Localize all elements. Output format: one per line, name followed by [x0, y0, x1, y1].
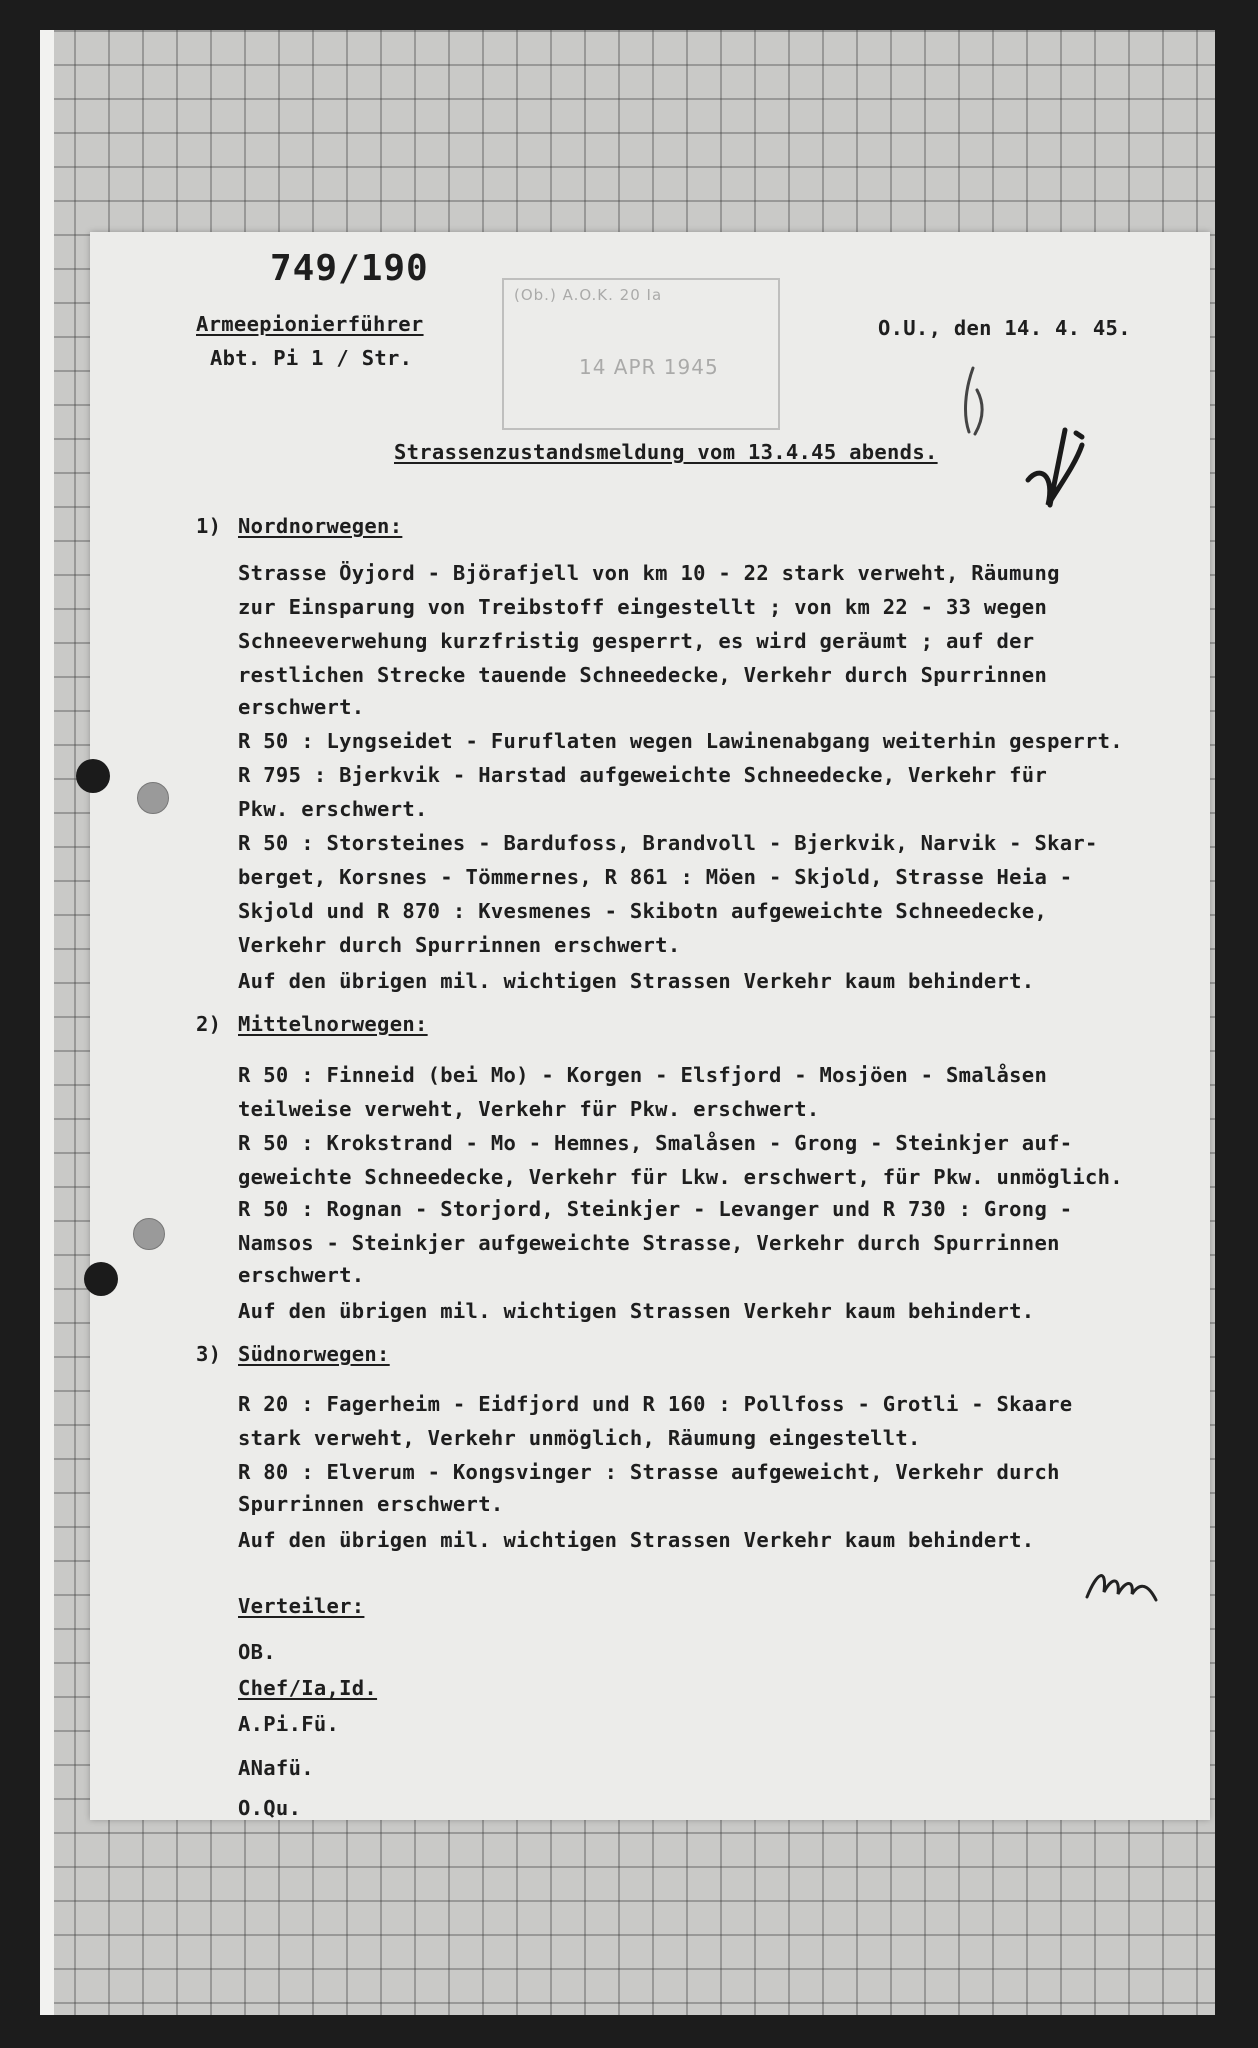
report-line: R 80 : Elverum - Kongsvinger : Strasse aufgeweicht, Verkehr durch [238, 1460, 1060, 1484]
report-line: Auf den übrigen mil. wichtigen Strassen Verkehr kaum behindert. [238, 969, 1035, 993]
section-number: 3) [196, 1342, 222, 1366]
punch-hole [76, 759, 110, 793]
report-line: erschwert. [238, 1263, 365, 1287]
report-line: berget, Korsnes - Tömmernes, R 861 : Möen - Skjold, Strasse Heia - [238, 865, 1073, 889]
report-line: Skjold und R 870 : Kvesmenes - Skibotn aufgeweichte Schneedecke, [238, 899, 1048, 923]
punch-hole-reflection [137, 782, 169, 814]
report-line: zur Einsparung von Treibstoff eingestellt ; von km 22 - 33 wegen [238, 595, 1048, 619]
distribution-heading: Verteiler: [238, 1594, 365, 1618]
file-number: 749/190 [270, 248, 429, 289]
report-line: R 20 : Fagerheim - Eidfjord und R 160 : Pollfoss - Grotli - Skaare [238, 1392, 1073, 1416]
section-heading: Südnorwegen: [238, 1342, 390, 1366]
sender-department: Abt. Pi 1 / Str. [210, 346, 413, 370]
report-line: R 50 : Lyngseidet - Furuflaten wegen Lawinenabgang weiterhin gesperrt. [238, 729, 1123, 753]
report-line: restlichen Strecke tauende Schneedecke, Verkehr durch Spurrinnen [238, 663, 1048, 687]
place-date: O.U., den 14. 4. 45. [878, 316, 1131, 340]
section-heading: Nordnorwegen: [238, 514, 403, 538]
distribution-recipient: ANafü. [238, 1756, 314, 1780]
report-line: Strasse Öyjord - Björafjell von km 10 - 22 stark verweht, Räumung [238, 561, 1060, 585]
report-line: geweichte Schneedecke, Verkehr für Lkw. erschwert, für Pkw. unmöglich. [238, 1165, 1123, 1189]
report-line: R 50 : Krokstrand - Mo - Hemnes, Smalåsen - Grong - Steinkjer auf- [238, 1131, 1073, 1155]
sender-office: Armeepionierführer [196, 312, 424, 336]
distribution-recipient: O.Qu. [238, 1796, 302, 1820]
section-heading: Mittelnorwegen: [238, 1012, 428, 1036]
report-line: Auf den übrigen mil. wichtigen Strassen Verkehr kaum behindert. [238, 1299, 1035, 1323]
handwritten-mark [955, 360, 1005, 440]
stamp-date: 14 APR 1945 [579, 355, 719, 379]
stamp-office: (Ob.) A.O.K. 20 Ia [514, 286, 663, 304]
report-line: R 50 : Rognan - Storjord, Steinkjer - Levanger und R 730 : Grong - [238, 1197, 1073, 1221]
report-line: Verkehr durch Spurrinnen erschwert. [238, 933, 681, 957]
punch-hole-reflection [133, 1218, 165, 1250]
scan-edge [40, 30, 54, 2015]
receipt-stamp [502, 278, 780, 430]
section-number: 1) [196, 514, 222, 538]
report-line: erschwert. [238, 695, 365, 719]
punch-hole [84, 1262, 118, 1296]
report-title: Strassenzustandsmeldung vom 13.4.45 abends. [394, 440, 938, 464]
report-line: Schneeverwehung kurzfristig gesperrt, es wird geräumt ; auf der [238, 629, 1035, 653]
handwritten-signature [1082, 1562, 1162, 1612]
report-line: R 795 : Bjerkvik - Harstad aufgeweichte Schneedecke, Verkehr für [238, 763, 1048, 787]
report-line: Namsos - Steinkjer aufgeweichte Strasse, Verkehr durch Spurrinnen [238, 1231, 1060, 1255]
report-line: Auf den übrigen mil. wichtigen Strassen Verkehr kaum behindert. [238, 1528, 1035, 1552]
report-line: stark verweht, Verkehr unmöglich, Räumung eingestellt. [238, 1426, 921, 1450]
distribution-recipient: OB. [238, 1640, 276, 1664]
handwritten-initials [1020, 425, 1095, 515]
report-line: teilweise verweht, Verkehr für Pkw. erschwert. [238, 1097, 820, 1121]
report-line: R 50 : Finneid (bei Mo) - Korgen - Elsfjord - Mosjöen - Smalåsen [238, 1063, 1048, 1087]
section-number: 2) [196, 1012, 222, 1036]
report-line: Pkw. erschwert. [238, 797, 428, 821]
report-line: Spurrinnen erschwert. [238, 1492, 504, 1516]
distribution-recipient: Chef/Ia,Id. [238, 1676, 378, 1700]
distribution-recipient: A.Pi.Fü. [238, 1712, 340, 1736]
report-line: R 50 : Storsteines - Bardufoss, Brandvoll - Bjerkvik, Narvik - Skar- [238, 831, 1098, 855]
